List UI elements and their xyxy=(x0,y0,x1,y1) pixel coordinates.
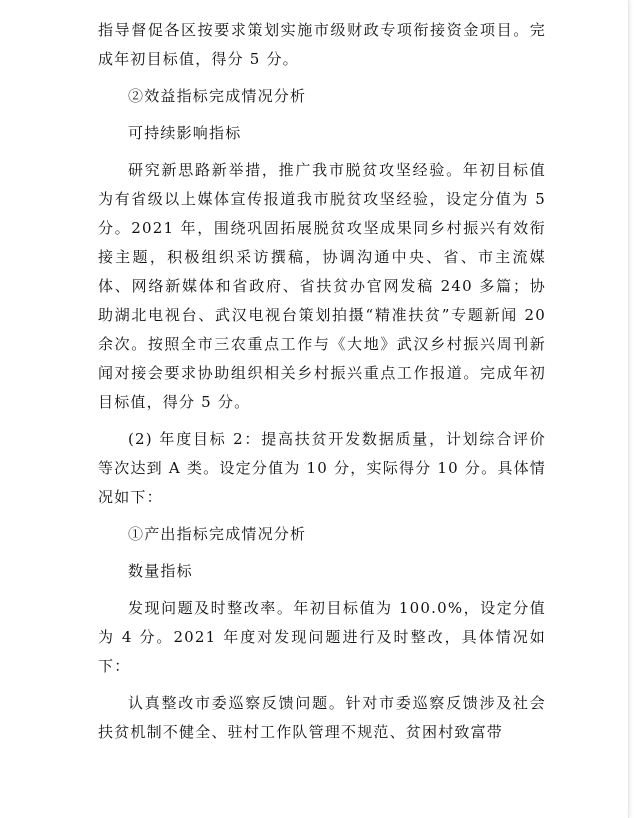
subheading-quantity-indicators: 数量指标 xyxy=(128,562,193,580)
paragraph-continued: 指导督促各区按要求策划实施市级财政专项衔接资金项目。完成年初目标值，得分 5 分。 xyxy=(98,21,546,68)
subheading-sustainable-impact: 可持续影响指标 xyxy=(128,124,242,142)
paragraph-annual-goal-2: (2) 年度目标 2：提高扶贫开发数据质量，计划综合评价等次达到 A 类。设定分值为 10 分，实际得分 10 分。具体情况如下： xyxy=(98,430,546,506)
paragraph-publicity: 研究新思路新举措，推广我市脱贫攻坚经验。年初目标值为有省级以上媒体宣传报道我市脱贫攻坚经验，设定分值为 5 分。2021 年，围绕巩固拓展脱贫攻坚成果同乡村振兴有效衔接主题，积极组织采访撰稿，协调沟通中央、省、市主流媒体、网络新媒体和省政府、省扶贫办官网发稿 240 多篇；协助湖北电视台、武汉电视台策划拍摄“精准扶贫”专题新闻 20 余次。按照全市三农重点工作与《大地》武汉乡村振兴周刊新闻对接会要求协助组织相关乡村振兴重点工作报道。完成年初目标值，得分 5 分。 xyxy=(98,161,546,411)
heading-output-indicators: ①产出指标完成情况分析 xyxy=(128,525,307,543)
paragraph-inspection-feedback: 认真整改市委巡察反馈问题。针对市委巡察反馈涉及社会扶贫机制不健全、驻村工作队管理不规范、贫困村致富带 xyxy=(98,694,546,741)
paragraph-rectification-rate: 发现问题及时整改率。年初目标值为 100.0%，设定分值为 4 分。2021 年度对发现问题进行及时整改，具体情况如下： xyxy=(98,599,546,675)
heading-benefit-indicators: ②效益指标完成情况分析 xyxy=(128,87,307,105)
document-body xyxy=(98,16,546,755)
